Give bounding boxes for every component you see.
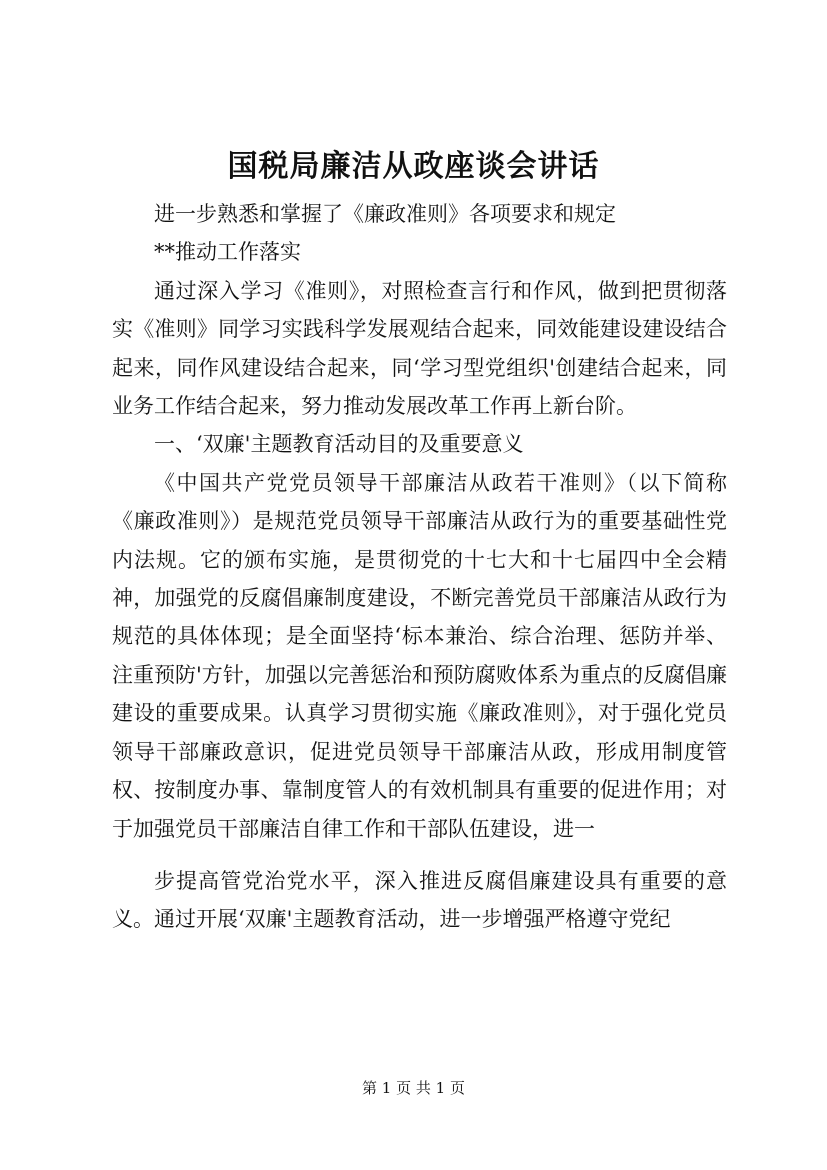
paragraph-subheading-2: **推动工作落实: [154, 240, 301, 265]
paragraph-body-1: 通过深入学习《准则》，对照检查言行和作风，做到把贯彻落实《准则》同学习实践科学发展观结合起来，同效能建设建设结合起来，同作风建设结合起来，同‘学习型党组织'创建结合起来，同业务工作结合起来，努力推动发展改革工作再上新台阶。: [112, 278, 727, 419]
section-heading-1: 一、‘双廉'主题教育活动目的及重要意义: [154, 432, 524, 457]
paragraph-body-3: 步提高管党治党水平，深入推进反腐倡廉建设具有重要的意义。通过开展‘双廉'主题教育活动，进一步增强严格遵守党纪: [112, 868, 727, 932]
page-title: 国税局廉洁从政座谈会讲话: [227, 149, 600, 184]
paragraph-body-2: 《中国共产党党员领导干部廉洁从政若干准则》（以下简称《廉政准则》）是规范党员领导干部廉洁从政行为的重要基础性党内法规。它的颁布实施，是贯彻党的十七大和十七届四中全会精神，加强党的反腐倡廉制度建设，不断完善党员干部廉洁从政行为规范的具体体现；是全面坚持‘标本兼治、综合治理、惩防并举、注重预防'方针，加强以完善惩治和预防腐败体系为重点的反腐倡廉建设的重要成果。认真学习贯彻实施《廉政准则》，对于强化党员领导干部廉政意识，促进党员领导干部廉洁从政，形成用制度管权、按制度办事、靠制度管人的有效机制具有重要的促进作用；对于加强党员干部廉洁自律工作和干部队伍建设，进一: [112, 470, 727, 841]
page-footer: 第 1 页 共 1 页: [362, 1079, 465, 1097]
document-body: [112, 195, 727, 939]
paragraph-subheading-1: 进一步熟悉和掌握了《廉政准则》各项要求和规定: [154, 202, 616, 226]
